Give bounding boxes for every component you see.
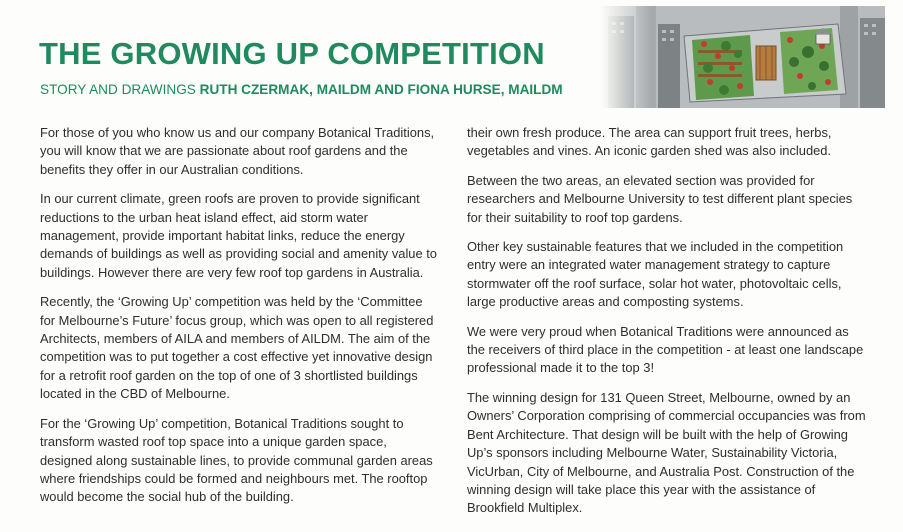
byline-authors: RUTH CZERMAK, MAILDM AND FIONA HURSE, MAILDM	[199, 82, 563, 97]
article-byline	[40, 82, 563, 97]
byline-prefix: STORY AND DRAWINGS	[40, 82, 200, 97]
paragraph: Recently, the ‘Growing Up’ competition was held by the ‘Committee for Melbourne’s Future’ focus group, which was open to all registered Architects, members of AILA and members of AILDM. The aim of the competition was to put together a cost effective yet innovative design for a retrofit roof garden on the top of one of 3 shortlisted buildings located in the CBD of Melbourne.	[40, 294, 434, 402]
paragraph: their own fresh produce. The area can support fruit trees, herbs, vegetables and vines. An iconic garden shed was also included.	[467, 125, 832, 159]
paragraph: For the ‘Growing Up’ competition, Botanical Traditions sought to transform wasted roof top space into a unique garden space, designed along sustainable lines, to provide communal garden areas where friendships could be formed and neighbours met. The rooftop would become the social hub of the building.	[40, 415, 433, 505]
paragraph: The winning design for 131 Queen Street, Melbourne, owned by an Owners’ Corporation comprising of commercial occupancies was from Bent Architecture. That design will be built with the help of Growing Up’s sponsors including Melbourne Water, Sustainability Victoria, VicUrban, City of Melbourne, and Australia Post. Construction of the winning design will take place this year with the assistance of Brookfield Multiplex.	[467, 389, 866, 516]
paragraph: For those of you who know us and our company Botanical Traditions, you will know that we are passionate about roof gardens and the benefits they offer in our Australian conditions.	[40, 125, 435, 177]
left-column	[40, 124, 440, 518]
paragraph: We were very proud when Botanical Traditions were announced as the receivers of third place in the competition - at least one landscape professional made it to the top 3!	[467, 323, 864, 376]
roof-garden-drawing	[600, 6, 885, 108]
paragraph: Other key sustainable features that we included in the competition entry were an integrated water management strategy to capture stormwater off the roof surface, solar hot water, photovoltaic cells, large productive areas and composting systems.	[467, 239, 844, 310]
paragraph: Between the two areas, an elevated section was provided for researchers and Melbourne University to test different plant species for their suitability to roof top gardens.	[467, 172, 853, 225]
roof-garden-illustration	[600, 6, 885, 108]
article-title: THE GROWING UP COMPETITION	[39, 36, 545, 71]
paragraph: In our current climate, green roofs are proven to provide significant reductions to the urban heat island effect, aid storm water management, provide important habitat links, reduce the energy demands of buildings as well as providing social and amenity value to buildings. However there are very few roof top gardens in Australia.	[40, 191, 437, 280]
right-column	[467, 124, 867, 529]
